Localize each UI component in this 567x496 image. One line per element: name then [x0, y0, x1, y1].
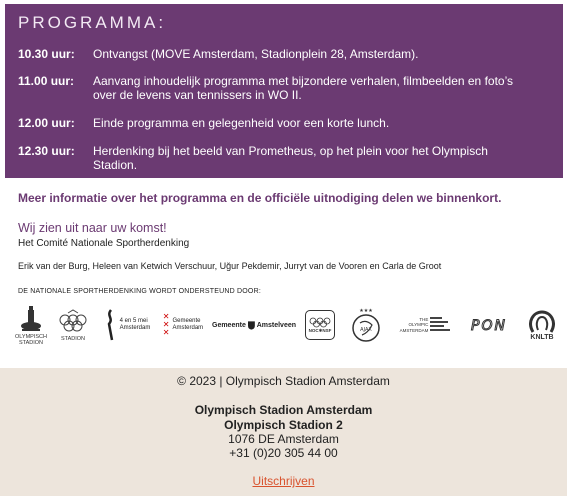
olympic-rings-icon [56, 309, 90, 335]
supported-by-heading: DE NATIONALE SPORTHERDENKING WORDT ONDERSTEUND DOOR: [18, 288, 261, 295]
footer-street: Olympisch Stadion 2 [224, 418, 343, 432]
logo-label: KNLTB [530, 333, 554, 341]
logo-label: Amstelveen [256, 321, 296, 329]
info-text: Meer informatie over het programma en de officiële uitnodiging delen we binnenkort. [18, 191, 502, 205]
programma-description: Aanvang inhoudelijk programma met bijzondere verhalen, filmbeelden en foto’s over de levens van tennissers in WO II. [93, 74, 514, 102]
knltb-logo [522, 302, 562, 348]
footer-postal: 1076 DE Amsterdam [228, 432, 339, 446]
logo-label: Gemeente [212, 321, 246, 329]
logo-label: Amsterdam [172, 325, 204, 331]
olympisch-stadion-icon [20, 305, 42, 333]
logo-label: AMSTERDAM [399, 327, 429, 333]
footer [0, 368, 567, 496]
logo-label: Amsterdam [119, 325, 151, 331]
bars-icon [430, 315, 450, 335]
olympic-amsterdam-logo [398, 302, 452, 348]
logo-label: 4 en 5 mei [119, 318, 148, 324]
olympisch-stadion-logo [14, 302, 48, 348]
programma-box [5, 4, 563, 178]
logo-label: OLYMPISCH STADION [15, 333, 47, 346]
xxx-icon: ✕ ✕ ✕ [162, 312, 170, 337]
logo-label: THE [419, 316, 429, 322]
programma-time: 12.00 uur: [18, 116, 75, 130]
logo-label: OLYMPIC [408, 322, 429, 328]
sponsor-logos [14, 302, 562, 348]
olympic-rings-icon [309, 317, 331, 328]
committee-signature: Het Comité Nationale Sportherdenking [18, 238, 190, 249]
footer-org-name: Olympisch Stadion Amsterdam [194, 403, 373, 417]
stadion-rings-logo [54, 302, 92, 348]
closing-text: Wij zien uit naar uw komst! [18, 221, 167, 235]
programma-time: 10.30 uur: [18, 47, 75, 61]
logo-label: PON [471, 318, 507, 332]
unsubscribe-link[interactable]: Uitschrijven [252, 474, 315, 488]
footer-copyright: © 2023 | Olympisch Stadion Amsterdam [177, 374, 390, 388]
logo-label: STADION [60, 335, 86, 342]
programma-description: Einde programma en gelegenheid voor een korte lunch. [93, 116, 390, 130]
gemeente-amstelveen-logo [212, 302, 296, 348]
programma-time: 11.00 uur: [18, 74, 75, 88]
logo-label: NOC✱NSF [308, 327, 332, 333]
programma-title: PROGRAMMA: [18, 13, 167, 32]
shield-icon [248, 320, 255, 331]
programma-time: 12.30 uur: [18, 144, 75, 158]
committee-names: Erik van der Burg, Heleen van Ketwich Verschuur, Uğur Pekdemir, Jurryt van de Vooren en Carla de Groot [18, 261, 442, 271]
four-five-may-logo [100, 302, 152, 348]
gemeente-amsterdam-logo [159, 302, 207, 348]
torch-icon [102, 308, 118, 342]
programma-description: Ontvangst (MOVE Amsterdam, Stadionplein 28, Amsterdam). [93, 47, 419, 61]
programma-description: Herdenking bij het beeld van Prometheus, op het plein voor het Olympisch Stadion. [93, 144, 488, 172]
logo-label: AJAX [360, 327, 372, 333]
pon-wordmark [466, 318, 512, 332]
pon-logo [464, 302, 514, 348]
ajax-logo [348, 302, 384, 348]
ajax-icon [350, 307, 382, 343]
tennis-ball-icon [529, 310, 555, 334]
noc-nsf-logo [302, 302, 338, 348]
svg-text:★★★: ★★★ [359, 308, 373, 314]
footer-phone: +31 (0)20 305 44 00 [229, 446, 338, 460]
logo-label: Gemeente [172, 318, 201, 324]
